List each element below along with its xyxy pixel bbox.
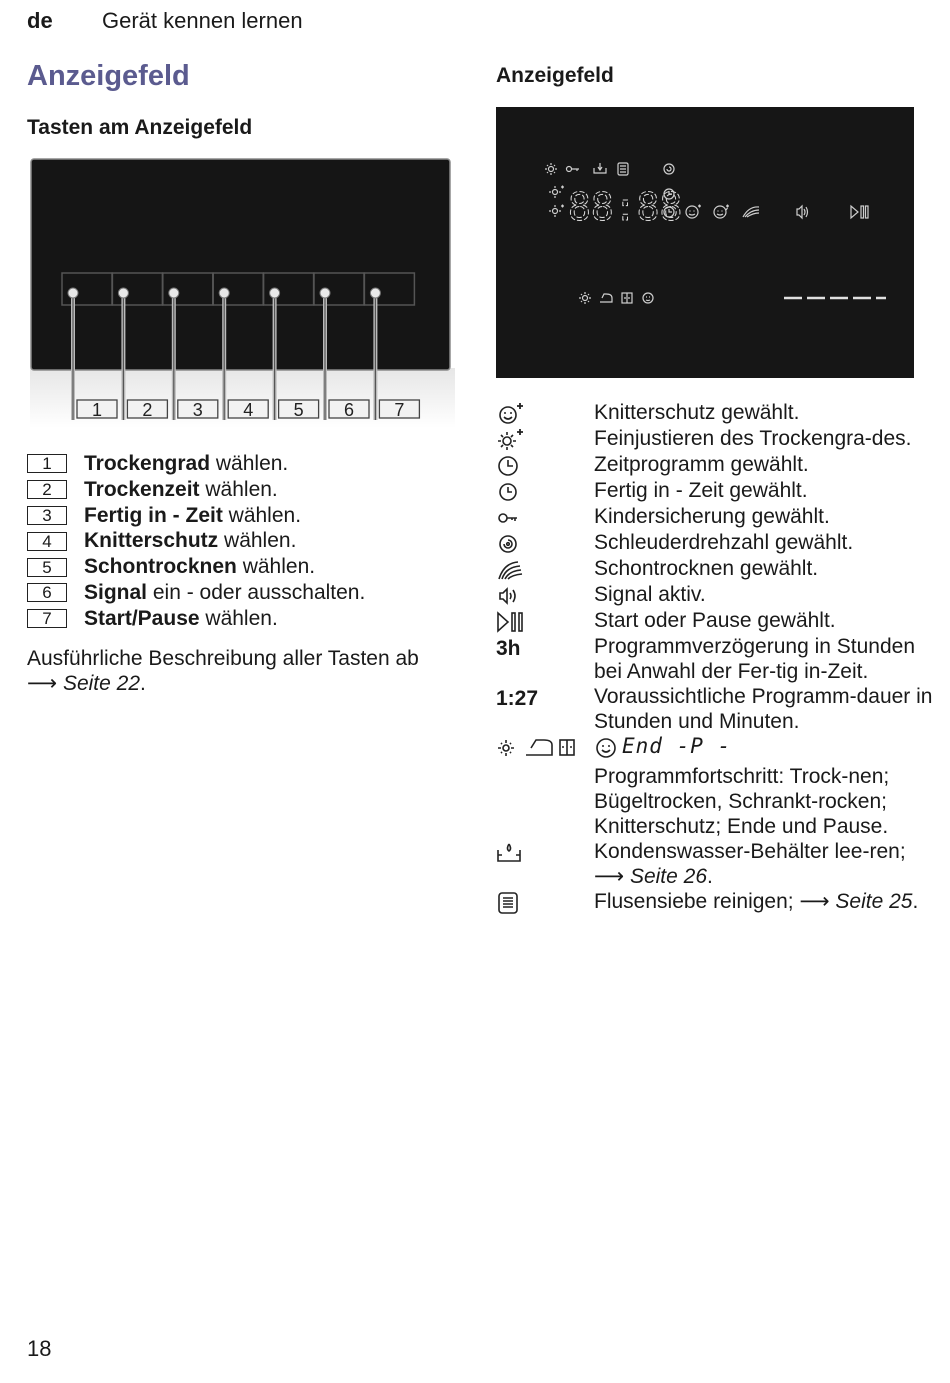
legend-row: [496, 889, 936, 915]
key-name: Knitterschutz: [84, 529, 219, 553]
button-number-label: 3: [192, 400, 203, 420]
legend-text: [594, 452, 936, 478]
display-title: Anzeigefeld: [496, 64, 614, 87]
anti-crease-icon: [496, 400, 594, 426]
speaker-icon: [496, 582, 594, 608]
key-name: Schontrocknen: [84, 555, 237, 579]
legend-text: [594, 478, 936, 504]
display-code: End -P -: [622, 734, 732, 758]
legend-end: .: [707, 864, 713, 888]
legend-text: [594, 504, 936, 530]
button-number-label: 6: [343, 400, 355, 420]
key-list-item: [27, 606, 467, 632]
key-name: Fertig in - Zeit: [84, 503, 223, 527]
legend-row: [496, 426, 936, 452]
legend-text: [594, 400, 936, 426]
legend-description: Schontrocknen gewählt.: [594, 557, 819, 580]
water-tank-icon: [496, 839, 594, 889]
legend-text: [594, 889, 936, 915]
key-list-item: [27, 580, 467, 606]
start-pause-icon: [496, 608, 594, 634]
button-number-label: 4: [243, 400, 254, 420]
arrow-icon: ⟶: [27, 672, 58, 695]
legend-row: [496, 839, 936, 889]
legend-row: [496, 582, 936, 608]
legend-description: Fertig in - Zeit gewählt.: [594, 479, 808, 502]
legend-row: [496, 452, 936, 478]
key-action: wählen.: [199, 477, 278, 501]
key-icon: [496, 504, 594, 530]
language-code: de: [27, 8, 53, 33]
legend-description: Zeitprogramm gewählt.: [594, 453, 809, 476]
legend-text: [594, 608, 936, 634]
legend-text: [594, 582, 936, 608]
key-action: wählen.: [218, 529, 297, 553]
key-list: [27, 451, 467, 632]
key-name: Start/Pause: [84, 606, 200, 630]
legend-label: 3h: [496, 637, 521, 660]
key-number-box: 4: [27, 532, 67, 551]
legend-description: Signal aktiv.: [594, 583, 706, 606]
legend-row: [496, 734, 936, 839]
key-list-item: [27, 477, 467, 503]
legend-row: [496, 400, 936, 426]
key-action: wählen.: [199, 606, 278, 630]
header-title: Gerät kennen lernen: [102, 8, 303, 33]
section-title: Anzeigefeld: [27, 60, 190, 92]
display-digits: 88:88: [568, 185, 683, 229]
button-number-label: 1: [91, 400, 103, 420]
key-list-item: [27, 503, 467, 529]
display-code-inline: [594, 734, 731, 759]
button-number-label: 2: [142, 400, 153, 420]
arrow-icon: ⟶: [594, 864, 625, 888]
fine-adjust-icon: [496, 426, 594, 452]
legend-end: .: [912, 889, 919, 913]
legend-text: [594, 530, 936, 556]
legend-description: Feinjustieren des Trockengra-des.: [594, 427, 912, 450]
key-number-box: 3: [27, 506, 67, 525]
button-number-label: 5: [293, 400, 304, 420]
key-number-box: 7: [27, 609, 67, 628]
key-action: ein - oder ausschalten.: [147, 580, 366, 604]
key-name: Trockengrad: [84, 452, 211, 475]
key-number-box: 2: [27, 480, 67, 499]
clock-icon: [496, 452, 594, 478]
arrow-icon: ⟶: [799, 889, 830, 913]
note-paragraph: [27, 646, 457, 696]
legend-row: [496, 608, 936, 634]
legend-description: Kondenswasser-Behälter lee-ren;: [594, 839, 906, 863]
legend-text: [594, 839, 936, 889]
button-panel-illustration: [30, 158, 455, 430]
page-reference: Seite 26: [629, 864, 708, 888]
note-end: .: [140, 672, 146, 695]
legend-text: [594, 426, 936, 452]
legend-description: Knitterschutz gewählt.: [594, 401, 800, 424]
key-action: wählen.: [236, 555, 316, 579]
button-number-label: 7: [394, 400, 405, 420]
legend-row: [496, 504, 936, 530]
legend-row: [496, 530, 936, 556]
legend-text: [594, 734, 936, 839]
page-reference: Seite 25: [835, 889, 913, 913]
legend-description: Start oder Pause gewählt.: [594, 609, 836, 632]
legend-row: [496, 478, 936, 504]
legend-description: Programmfortschritt: Trock-nen; Bügeltrocken, Schrankt-rocken; Knitterschutz; Ende und Pause.: [594, 764, 890, 838]
key-number-box: 1: [27, 454, 67, 473]
legend-label: 1:27: [496, 687, 539, 710]
key-action: wählen.: [222, 503, 302, 527]
key-action: wählen.: [210, 452, 289, 475]
legend-text: [594, 684, 936, 734]
spin-icon: [496, 530, 594, 556]
legend-description: Kindersicherung gewählt.: [594, 505, 830, 528]
note-text: Ausführliche Beschreibung aller Tasten ab: [27, 647, 419, 670]
page-reference: Seite 22: [62, 672, 141, 695]
lint-filter-icon: [496, 889, 594, 915]
key-list-item: [27, 554, 467, 580]
legend-description: Flusensiebe reinigen;: [594, 889, 800, 913]
progress-icons: [496, 734, 594, 839]
legend-description: Schleuderdrehzahl gewählt.: [594, 531, 854, 554]
legend-row: [496, 684, 936, 734]
display-legend: [496, 400, 936, 915]
legend-text: [594, 556, 936, 582]
legend-row: [496, 634, 936, 684]
legend-text: [594, 634, 936, 684]
key-name: Trockenzeit: [84, 477, 200, 501]
key-name: Signal: [84, 580, 148, 604]
gentle-dry-icon: [496, 556, 594, 582]
keys-title: Tasten am Anzeigefeld: [27, 116, 253, 139]
key-list-item: [27, 451, 467, 477]
display-panel-illustration: [496, 107, 914, 378]
page-number: 18: [27, 1336, 52, 1361]
clock-finish-icon: [496, 478, 594, 504]
key-list-item: [27, 528, 467, 554]
key-number-box: 6: [27, 583, 67, 602]
legend-description: Voraussichtliche Programm-dauer in Stunden und Minuten.: [594, 685, 933, 733]
legend-description: Programmverzögerung in Stunden bei Anwahl der Fer-tig in-Zeit.: [594, 635, 916, 683]
legend-row: [496, 556, 936, 582]
key-number-box: 5: [27, 558, 67, 577]
